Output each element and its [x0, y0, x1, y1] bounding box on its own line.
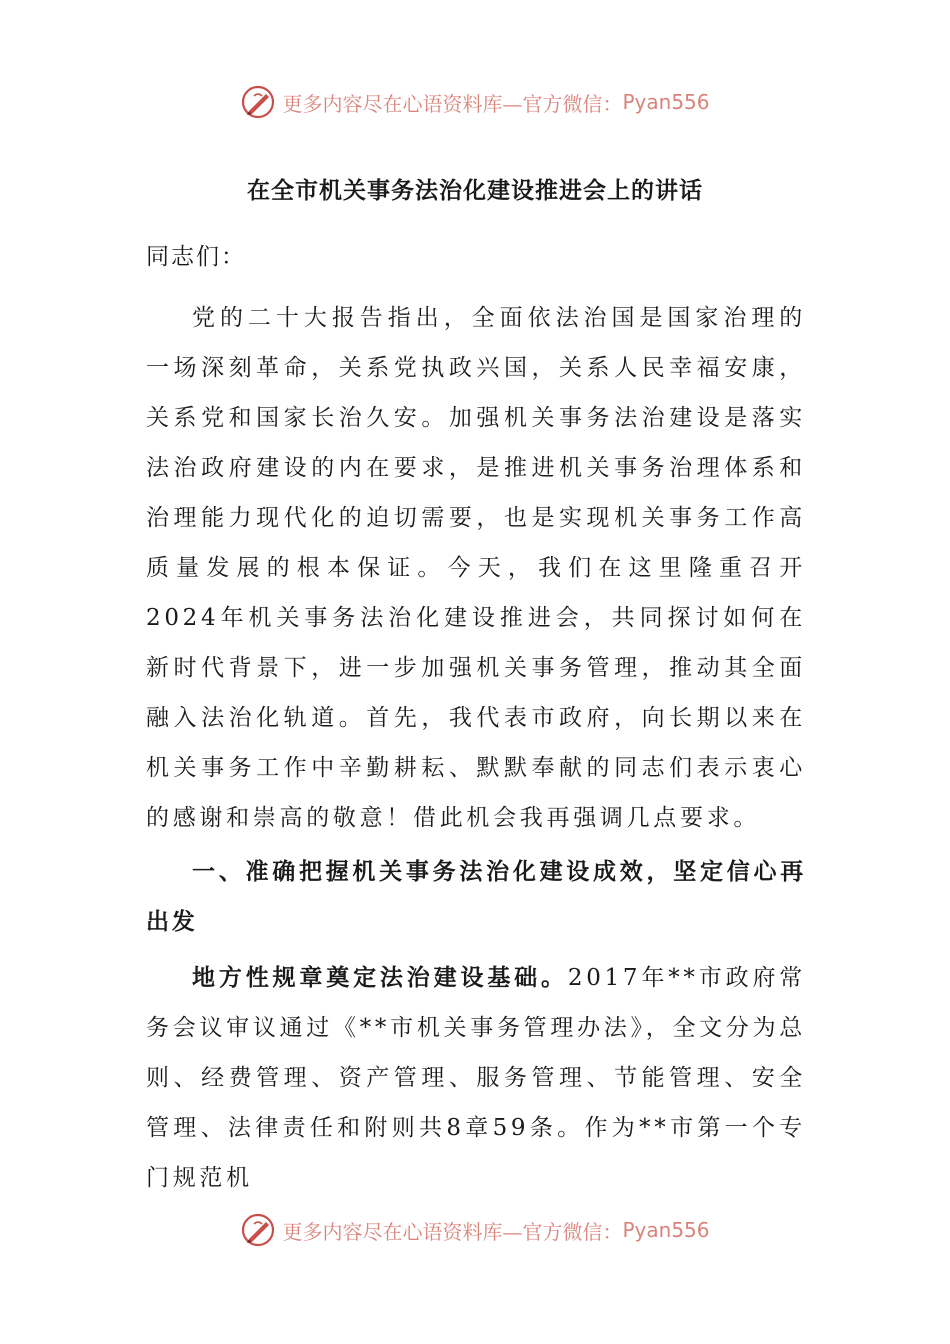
watermark-wechat-id: Pyan556 [622, 1218, 710, 1242]
watermark-text: 更多内容尽在心语资料库—官方微信： [282, 1219, 623, 1244]
document-title: 在全市机关事务法治化建设推进会上的讲话 [247, 177, 703, 204]
watermark-footer [0, 1210, 950, 1250]
document-body [146, 293, 806, 1203]
pen-logo-icon [240, 1212, 276, 1248]
watermark-text: 更多内容尽在心语资料库—官方微信： [282, 91, 623, 116]
pen-logo-icon [240, 84, 276, 120]
intro-paragraph: 党的二十大报告指出，全面依法治国是国家治理的一场深刻革命，关系党执政兴国，关系人民幸福安康，关系党和国家长治久安。加强机关事务法治建设是落实法治政府建设的内在要求，是推进机关事务治理体系和治理能力现代化的迫切需要，也是实现机关事务工作高质量发展的根本保证。今天，我们在这里隆重召开2024年机关事务法治化建设推进会，共同探讨如何在新时代背景下，进一步加强机关事务管理，推动其全面融入法治化轨道。首先，我代表市政府，向长期以来在机关事务工作中辛勤耕耘、默默奉献的同志们表示衷心的感谢和崇高的敬意！借此机会我再强调几点要求。 [146, 305, 806, 831]
paragraph-body-text: 2017年**市政府常务会议审议通过《**市机关事务管理办法》，全文分为总则、经费管理、资产管理、服务管理、节能管理、安全管理、法律责任和附则共8章59条。作为**市第一个专门规范机 [146, 965, 806, 1191]
watermark-header [0, 82, 950, 122]
section-heading-1: 一、准确把握机关事务法治化建设成效，坚定信心再出发 [146, 858, 806, 935]
watermark-wechat-id: Pyan556 [622, 90, 710, 114]
section-1-paragraph-1 [146, 953, 806, 1203]
paragraph-lead-sentence: 地方性规章奠定法治建设基础。 [192, 964, 568, 991]
salutation: 同志们： [146, 244, 246, 270]
